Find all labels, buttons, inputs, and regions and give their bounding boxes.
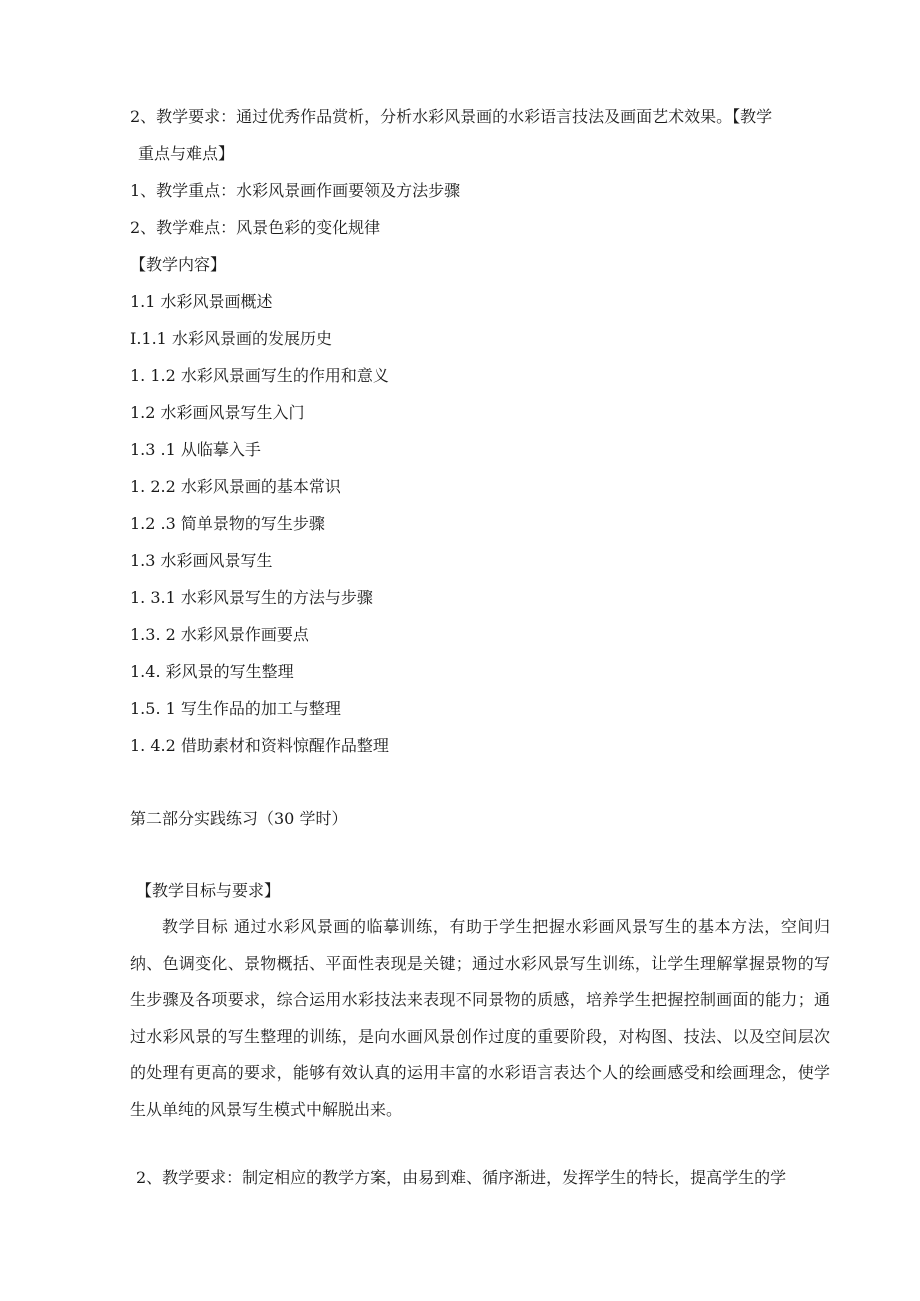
outline-item: 1.3 水彩画风景写生 — [130, 551, 273, 570]
content-heading: 【教学内容】 — [130, 255, 227, 274]
outline-item: I.1.1 水彩风景画的发展历史 — [130, 329, 332, 348]
outline-item: 1.4. 彩风景的写生整理 — [130, 662, 294, 681]
key-point-line: 1、教学重点：水彩风景画作画要领及方法步骤 — [130, 181, 461, 200]
difficulty-line: 2、教学难点：风景色彩的变化规律 — [130, 218, 381, 237]
outline-item: 1. 3.1 水彩风景写生的方法与步骤 — [130, 588, 373, 607]
part-two-heading: 第二部分实践练习（30 学时） — [130, 809, 348, 828]
outline-item: 1. 1.2 水彩风景画写生的作用和意义 — [130, 366, 389, 385]
outline-item: 1.2 水彩画风景写生入门 — [130, 403, 305, 422]
outline-item: 1.5. 1 写生作品的加工与整理 — [130, 699, 341, 718]
requirements-line: 2、教学要求：通过优秀作品赏析，分析水彩风景画的水彩语言技法及画面艺术效果。【教学 — [130, 107, 773, 126]
goals-heading: 【教学目标与要求】 — [136, 881, 281, 900]
outline-item: 1.3 .1 从临摹入手 — [130, 440, 261, 459]
key-points-heading: 重点与难点】 — [138, 144, 235, 163]
outline-item: 1.2 .3 简单景物的写生步骤 — [130, 514, 325, 533]
outline-item: 1. 2.2 水彩风景画的基本常识 — [130, 477, 341, 496]
goals-paragraph: 教学目标 通过水彩风景画的临摹训练，有助于学生把握水彩画风景写生的基本方法，空间归纳、色调变化、景物概括、平面性表现是关键；通过水彩风景写生训练，让学生理解掌握景物的写生步骤及各项要求，综合运用水彩技法来表现不同景物的质感，培养学生把握控制画面的能力；通过水彩风景的写生整理的训练，是向水画风景创作过度的重要阶段，对构图、技法、以及空间层次的处理有更高的要求，能够有效认真的运用丰富的水彩语言表达个人的绘画感受和绘画理念，使学生从单纯的风景写生模式中解脱出来。 — [130, 917, 830, 1119]
requirements-line-2: 2、教学要求：制定相应的教学方案，由易到难、循序渐进，发挥学生的特长，提高学生的学 — [136, 1168, 787, 1187]
outline-item: 1.1 水彩风景画概述 — [130, 292, 273, 311]
outline-item: 1. 4.2 借助素材和资料惊醒作品整理 — [130, 736, 389, 755]
outline-item: 1.3. 2 水彩风景作画要点 — [130, 625, 309, 644]
